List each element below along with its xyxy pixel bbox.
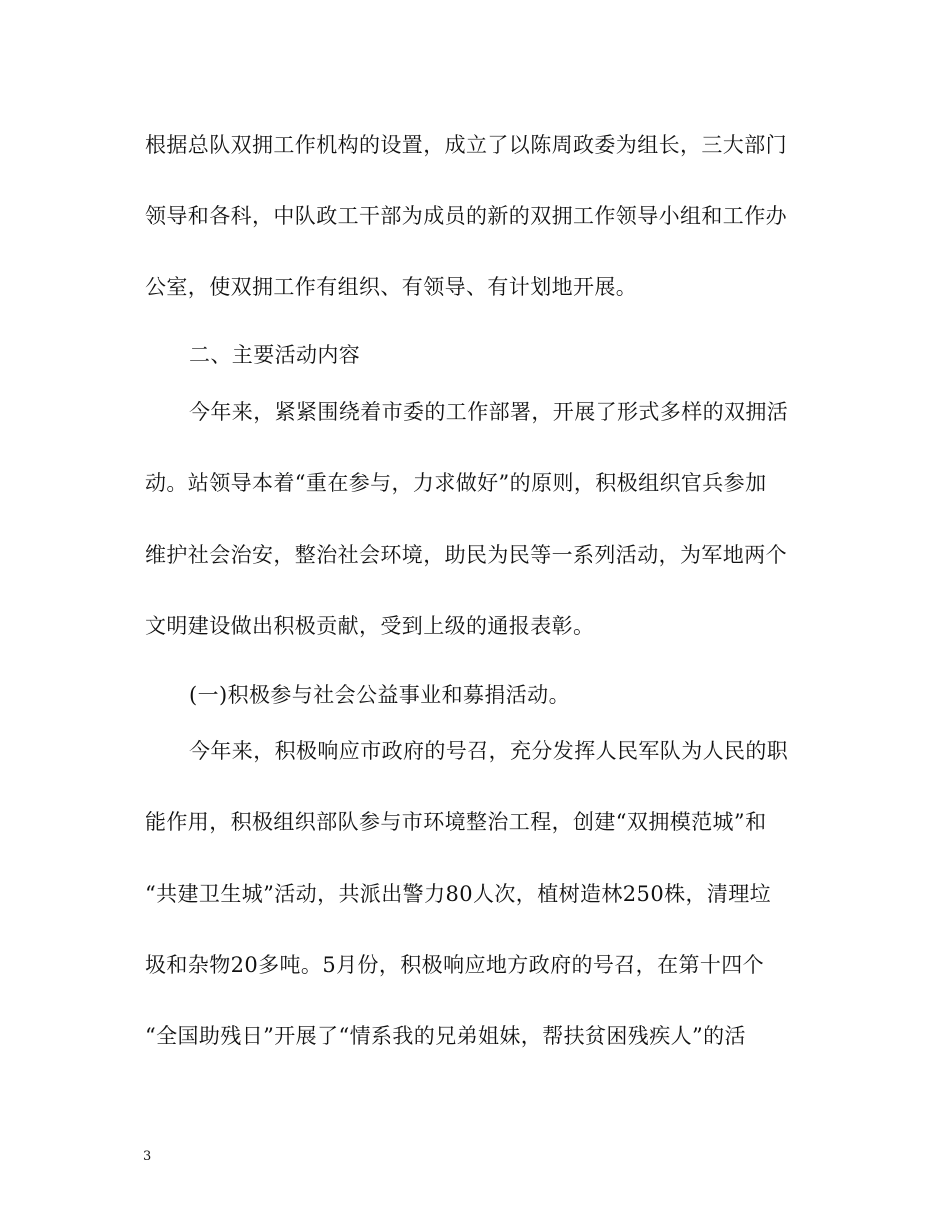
subsection-heading: (一)积极参与社会公益事业和募捐活动。 xyxy=(189,683,570,707)
body-text-line: 文明建设做出积极贡献，受到上级的通报表彰。 xyxy=(145,614,595,638)
body-text-line: 今年来，紧紧围绕着市委的工作部署，开展了形式多样的双拥活 xyxy=(189,400,789,424)
body-text-line: 根据总队双拥工作机构的设置，成立了以陈周政委为组长，三大部门 xyxy=(145,133,787,157)
body-text-line: 动。站领导本着“重在参与，力求做好”的原则，积极组织官兵参加 xyxy=(145,471,767,495)
body-text-line: 公室，使双拥工作有组织、有领导、有计划地开展。 xyxy=(145,275,638,299)
body-text-line: “共建卫生城”活动，共派出警力80人次，植树造林250株，清理垃 xyxy=(145,882,772,906)
page-number: 3 xyxy=(143,1149,152,1164)
body-text-line: “全国助残日”开展了“情系我的兄弟姐妹，帮扶贫困残疾人”的活 xyxy=(145,1024,746,1048)
body-text-line: 圾和杂物20多吨。5月份，积极响应地方政府的号召，在第十四个 xyxy=(145,953,765,977)
body-text-line: 维护社会治安，整治社会环境，助民为民等一系列活动，为军地两个 xyxy=(145,543,787,567)
body-text-line: 能作用，积极组织部队参与市环境整治工程，创建“双拥模范城”和 xyxy=(145,810,767,834)
body-text-line: 今年来，积极响应市政府的号召，充分发挥人民军队为人民的职 xyxy=(189,739,789,763)
section-heading: 二、主要活动内容 xyxy=(189,343,361,367)
body-text-line: 领导和各科，中队政工干部为成员的新的双拥工作领导小组和工作办 xyxy=(145,204,787,228)
